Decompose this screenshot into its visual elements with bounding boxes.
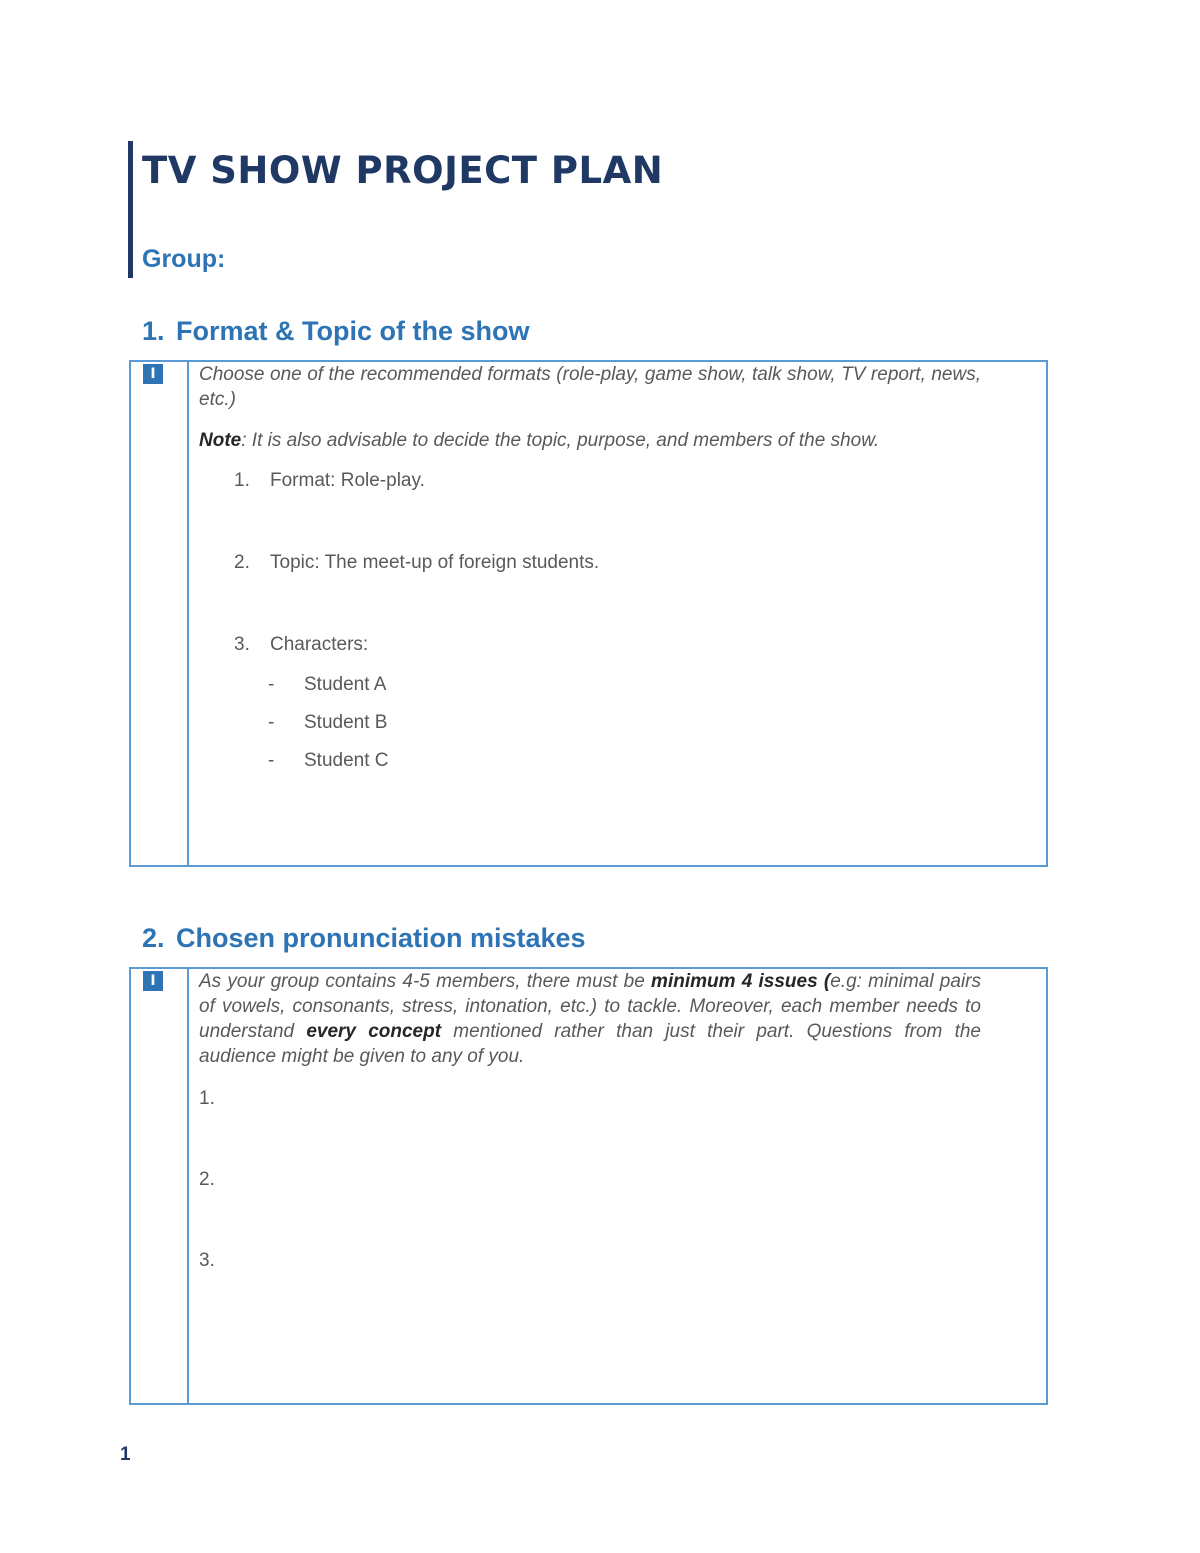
list-item-number: 2.	[234, 552, 250, 573]
instruction-text: e.g: minimal pairs of vowels, consonants, stress, intonation, etc.) to tackle. Moreover, each member needs to understand	[199, 971, 981, 1042]
section-2-content	[199, 969, 981, 1069]
info-marker-icon: I	[143, 971, 163, 991]
section-1-gutter	[131, 362, 189, 865]
list-item	[234, 470, 425, 492]
character-name: Student C	[304, 750, 389, 771]
list-item-number: 1.	[199, 1088, 215, 1109]
list-item-number: 1.	[234, 470, 250, 491]
section-2-title: Chosen pronunciation mistakes	[176, 923, 586, 953]
list-item-text: Format: Role-play.	[270, 470, 425, 491]
section-2-instruction	[199, 969, 981, 1069]
note-text: : It is also advisable to decide the topic, purpose, and members of the show.	[241, 430, 880, 451]
section-1-number: 1.	[142, 316, 165, 346]
list-item-number: 2.	[199, 1169, 215, 1190]
list-item-number: 3.	[199, 1250, 215, 1271]
character-name: Student A	[304, 674, 387, 695]
list-item	[199, 1169, 215, 1191]
character-name: Student B	[304, 712, 388, 733]
section-1-instruction: Choose one of the recommended formats (role-play, game show, talk show, TV report, news, etc.)	[199, 364, 981, 410]
character-item	[268, 712, 387, 734]
page-number: 1	[120, 1444, 131, 1465]
page-title: TV SHOW PROJECT PLAN	[142, 149, 664, 192]
section-1-content	[199, 362, 981, 453]
list-item	[234, 552, 599, 574]
section-2-gutter	[131, 969, 189, 1403]
list-item-text: Characters:	[270, 634, 369, 655]
list-item	[199, 1250, 215, 1272]
character-item	[268, 674, 386, 696]
dash-bullet: -	[268, 674, 275, 695]
section-2-box	[129, 967, 1048, 1405]
list-item-text: Topic: The meet-up of foreign students.	[270, 552, 600, 573]
dash-bullet: -	[268, 712, 275, 733]
section-1-title: Format & Topic of the show	[176, 316, 530, 346]
section-1-heading	[142, 316, 530, 347]
note-label: Note	[199, 430, 242, 451]
list-item	[234, 634, 368, 656]
instruction-emphasis: minimum 4 issues (	[651, 971, 831, 992]
section-2-number: 2.	[142, 923, 165, 953]
section-1-box	[129, 360, 1048, 867]
info-marker-icon: I	[143, 364, 163, 384]
group-label: Group:	[142, 245, 226, 273]
instruction-text: mentioned rather than just their part. Questions from the audience might be given to any of you.	[199, 1021, 981, 1067]
title-block	[128, 141, 833, 278]
section-2-heading	[142, 923, 586, 954]
list-item	[199, 1088, 215, 1110]
dash-bullet: -	[268, 750, 275, 771]
character-item	[268, 750, 389, 772]
list-item-number: 3.	[234, 634, 250, 655]
instruction-text: As your group contains 4-5 members, there must be	[199, 971, 652, 992]
instruction-emphasis: every concept	[306, 1021, 442, 1042]
section-1-note	[199, 428, 981, 453]
